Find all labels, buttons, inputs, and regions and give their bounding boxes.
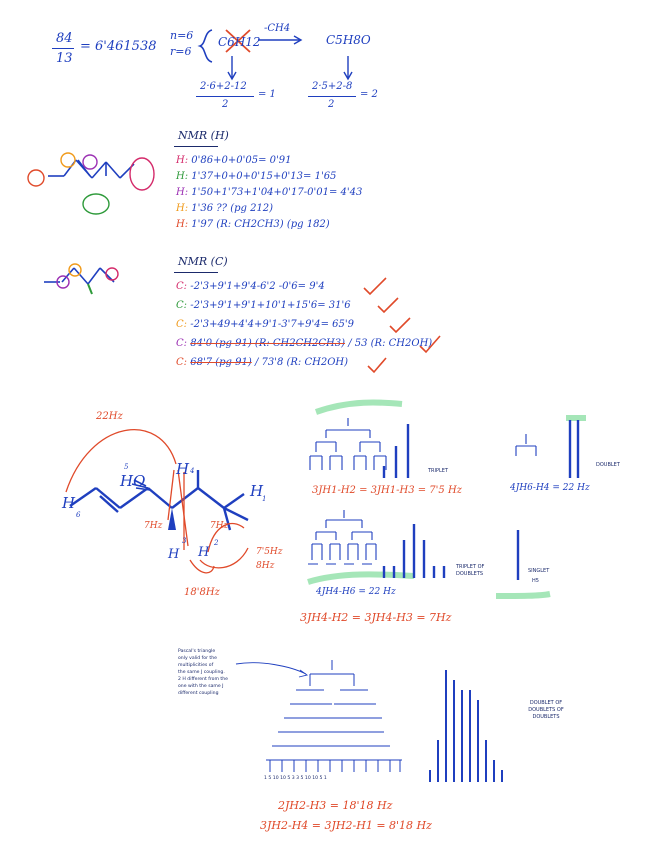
triplet-label: TRIPLET <box>428 468 449 474</box>
triplet-peaks <box>384 424 408 478</box>
tod-tree <box>308 510 376 564</box>
singlet-h: H5 <box>532 578 539 584</box>
j-7hz-b: 7Hz <box>210 521 229 531</box>
coupling-arrows <box>66 430 248 573</box>
r-label: r=6 <box>170 45 192 58</box>
doublet-tree <box>516 434 536 456</box>
brace-icon <box>200 30 212 62</box>
nmr-h-heading: NMR (H) <box>178 129 229 142</box>
nmr-c-line: C: 84'0 (pg 91) (R: CH2CH2CH3) / 53 (R: CH2OH) <box>176 338 433 349</box>
molecule-c-nmr <box>44 268 114 284</box>
j-75hz: 7'5Hz <box>256 547 283 557</box>
triplet-tree <box>310 418 386 470</box>
nmr-c-line: C: -2'3+49+4'4+9'1-3'7+9'4= 65'9 <box>176 319 354 330</box>
fraction-denominator: 13 <box>56 51 73 66</box>
j-188hz: 18'8Hz <box>184 587 220 598</box>
singlet-label: SINGLET <box>528 568 550 574</box>
dd-j1: 2JH2-H3 = 18'18 Hz <box>278 799 393 812</box>
fraction-bar <box>52 48 74 49</box>
nmr-h-line: H: 1'36 ?? (pg 212) <box>176 203 274 214</box>
dbe-right-num: 2·5+2-8 <box>312 81 353 92</box>
dbe-left-den: 2 <box>222 99 229 110</box>
fraction-numerator: 84 <box>56 31 73 46</box>
tod-j1: 4JH4-H6 = 22 Hz <box>316 587 396 597</box>
j-8hz: 8Hz <box>256 561 275 571</box>
heading-underline <box>174 272 218 273</box>
nmr-c-list <box>176 282 432 377</box>
dbe-left-num: 2·6+2-12 <box>200 81 247 92</box>
fraction-bar <box>308 96 356 97</box>
pascal-tree <box>266 660 402 772</box>
dd-label: DOUBLET OF DOUBLETS OF DOUBLETS <box>528 700 564 720</box>
nmr-h-list <box>176 156 362 236</box>
nmr-c-heading: NMR (C) <box>178 255 228 268</box>
heading-underline <box>174 146 218 147</box>
j-7hz-a: 7Hz <box>144 521 163 531</box>
triplet-j: 3JH1-H2 = 3JH1-H3 = 7'5 Hz <box>312 485 462 496</box>
h3-label: H <box>168 547 180 562</box>
nmr-c-line: C: -2'3+9'1+9'1+10'1+15'6= 31'6 <box>176 300 351 311</box>
doublet-peaks <box>570 420 578 478</box>
h6-label: H <box>62 494 76 512</box>
dbe-left-result: = 1 <box>258 89 276 100</box>
nmr-c-line: C: 68'7 (pg 91) / 73'8 (R: CH2OH) <box>176 357 349 368</box>
j-22hz: 22Hz <box>96 411 123 422</box>
doublet-j: 4JH6-H4 = 22 Hz <box>510 483 590 493</box>
h2-label: H <box>198 545 210 560</box>
dbe-right-result: = 2 <box>360 89 378 100</box>
doublet-label: DOUBLET <box>596 462 620 468</box>
dbe-right-den: 2 <box>328 99 335 110</box>
tod-j2: 3JH4-H2 = 3JH4-H3 = 7Hz <box>300 611 452 624</box>
h1-number: 1 <box>262 495 267 503</box>
h3-number: 3 <box>182 537 187 545</box>
h5-label: HO <box>120 472 146 490</box>
product-formula: C5H8O <box>326 33 371 47</box>
tod-peaks <box>384 524 444 578</box>
nmr-h-line: H: 1'37+0+0+0'15+0'13= 1'65 <box>176 171 337 182</box>
formula-crossed: C6H12 <box>218 35 261 49</box>
dd-j2: 3JH2-H4 = 3JH2-H1 = 8'18 Hz <box>260 819 432 832</box>
tod-label: TRIPLET OF DOUBLETS <box>456 564 485 577</box>
h2-number: 2 <box>214 539 219 547</box>
tree-bottom-numbers: 1 5 10 10 5 3 3 5 10 10 5 1 <box>264 776 327 781</box>
h6-number: 6 <box>76 511 81 519</box>
side-note: Pascal's triangle only valid for the multiplicities of the same J coupling. 2 H different from the one with the same J different coupling <box>178 649 228 696</box>
nmr-h-line: H: 1'97 (R: CH2CH3) (pg 182) <box>176 219 330 230</box>
fraction-bar <box>196 96 254 97</box>
nmr-h-line: H: 0'86+0+0'05= 0'91 <box>176 155 292 166</box>
arrow-label: -CH4 <box>264 23 291 34</box>
h5-number: 5 <box>124 463 129 471</box>
nmr-c-line: C: -2'3+9'1+9'4-6'2 -0'6= 9'4 <box>176 281 325 292</box>
fraction-result: = 6'461538 <box>80 39 157 54</box>
h4-number: 4 <box>190 467 195 475</box>
h1-label: H <box>250 482 264 500</box>
n-label: n=6 <box>170 29 194 42</box>
pascal-peaks <box>430 670 502 782</box>
h4-label: H <box>176 460 190 478</box>
nmr-h-line: H: 1'50+1'73+1'04+0'17-0'01= 4'43 <box>176 187 363 198</box>
